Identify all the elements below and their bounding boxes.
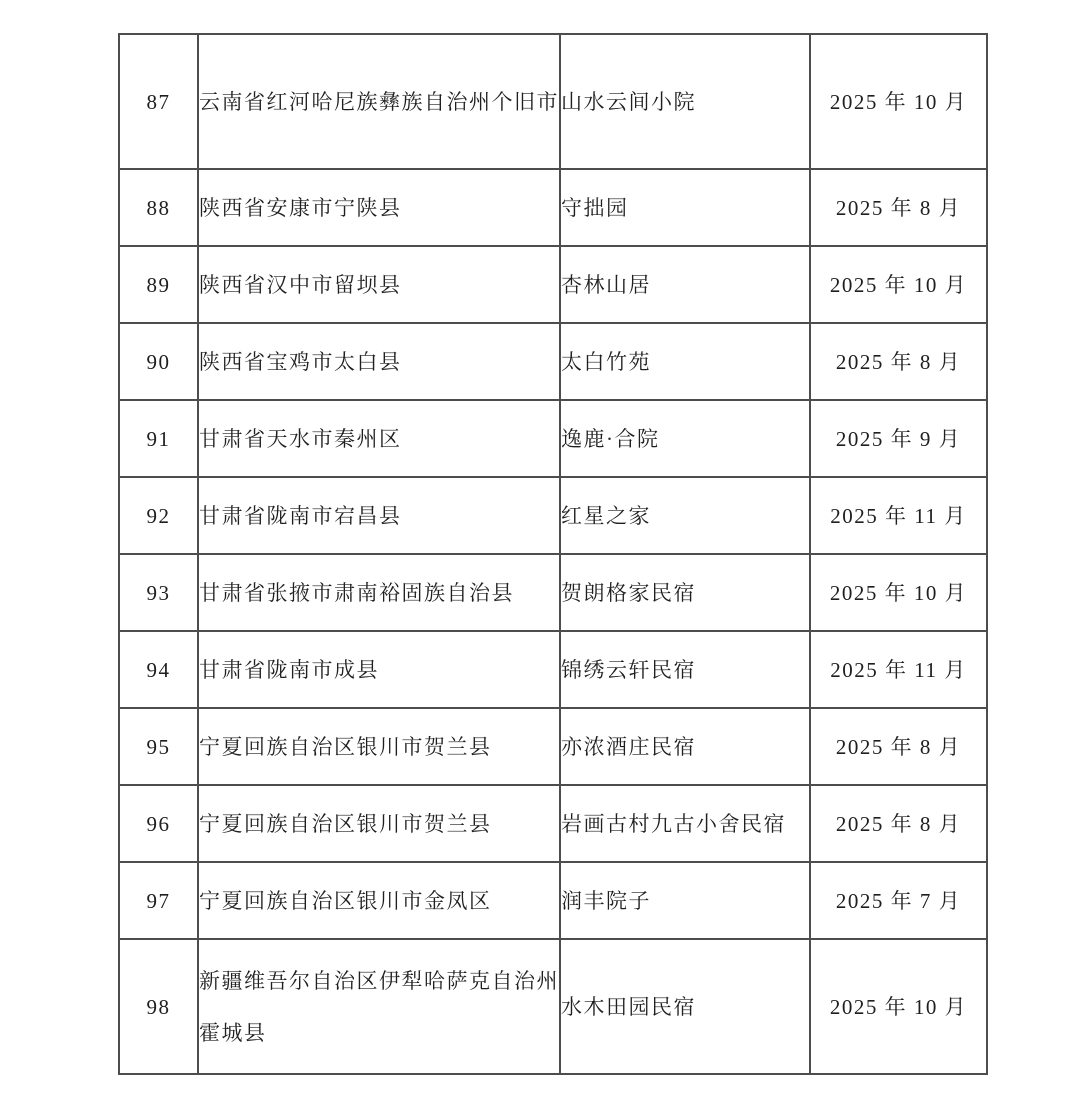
cell-name: 亦浓酒庄民宿 xyxy=(560,708,810,785)
cell-date: 2025 年 10 月 xyxy=(810,34,987,169)
cell-number: 95 xyxy=(119,708,198,785)
cell-date: 2025 年 8 月 xyxy=(810,169,987,246)
table-row xyxy=(119,631,987,708)
table-row xyxy=(119,708,987,785)
cell-date: 2025 年 8 月 xyxy=(810,323,987,400)
cell-number: 87 xyxy=(119,34,198,169)
cell-number: 93 xyxy=(119,554,198,631)
cell-location: 新疆维吾尔自治区伊犁哈萨克自治州霍城县 xyxy=(198,939,560,1074)
cell-date: 2025 年 10 月 xyxy=(810,246,987,323)
table-row xyxy=(119,34,987,169)
cell-location: 宁夏回族自治区银川市贺兰县 xyxy=(198,785,560,862)
cell-name: 逸鹿·合院 xyxy=(560,400,810,477)
table-row xyxy=(119,939,987,1074)
cell-location: 陕西省宝鸡市太白县 xyxy=(198,323,560,400)
cell-number: 91 xyxy=(119,400,198,477)
table-row xyxy=(119,862,987,939)
table-row xyxy=(119,169,987,246)
table-row xyxy=(119,400,987,477)
cell-number: 97 xyxy=(119,862,198,939)
cell-number: 89 xyxy=(119,246,198,323)
cell-name: 太白竹苑 xyxy=(560,323,810,400)
cell-number: 88 xyxy=(119,169,198,246)
cell-location: 甘肃省陇南市宕昌县 xyxy=(198,477,560,554)
table-body xyxy=(119,34,987,1074)
table-row xyxy=(119,477,987,554)
cell-name: 润丰院子 xyxy=(560,862,810,939)
table-row xyxy=(119,785,987,862)
cell-date: 2025 年 8 月 xyxy=(810,785,987,862)
cell-name: 杏林山居 xyxy=(560,246,810,323)
cell-location: 宁夏回族自治区银川市贺兰县 xyxy=(198,708,560,785)
cell-name: 贺朗格家民宿 xyxy=(560,554,810,631)
cell-location: 甘肃省天水市秦州区 xyxy=(198,400,560,477)
cell-location: 云南省红河哈尼族彝族自治州个旧市 xyxy=(198,34,560,169)
cell-number: 94 xyxy=(119,631,198,708)
table-row xyxy=(119,246,987,323)
cell-number: 98 xyxy=(119,939,198,1074)
cell-location: 陕西省安康市宁陕县 xyxy=(198,169,560,246)
cell-location: 甘肃省陇南市成县 xyxy=(198,631,560,708)
cell-name: 守拙园 xyxy=(560,169,810,246)
table-row xyxy=(119,554,987,631)
cell-name: 山水云间小院 xyxy=(560,34,810,169)
cell-location: 陕西省汉中市留坝县 xyxy=(198,246,560,323)
homestay-list-table xyxy=(118,33,988,1075)
cell-number: 90 xyxy=(119,323,198,400)
cell-location: 宁夏回族自治区银川市金凤区 xyxy=(198,862,560,939)
cell-date: 2025 年 10 月 xyxy=(810,554,987,631)
cell-location: 甘肃省张掖市肃南裕固族自治县 xyxy=(198,554,560,631)
cell-date: 2025 年 7 月 xyxy=(810,862,987,939)
cell-number: 92 xyxy=(119,477,198,554)
cell-name: 红星之家 xyxy=(560,477,810,554)
cell-date: 2025 年 11 月 xyxy=(810,477,987,554)
table-row xyxy=(119,323,987,400)
cell-date: 2025 年 10 月 xyxy=(810,939,987,1074)
cell-name: 锦绣云轩民宿 xyxy=(560,631,810,708)
cell-date: 2025 年 11 月 xyxy=(810,631,987,708)
cell-name: 水木田园民宿 xyxy=(560,939,810,1074)
cell-name: 岩画古村九古小舍民宿 xyxy=(560,785,810,862)
cell-number: 96 xyxy=(119,785,198,862)
cell-date: 2025 年 8 月 xyxy=(810,708,987,785)
cell-date: 2025 年 9 月 xyxy=(810,400,987,477)
